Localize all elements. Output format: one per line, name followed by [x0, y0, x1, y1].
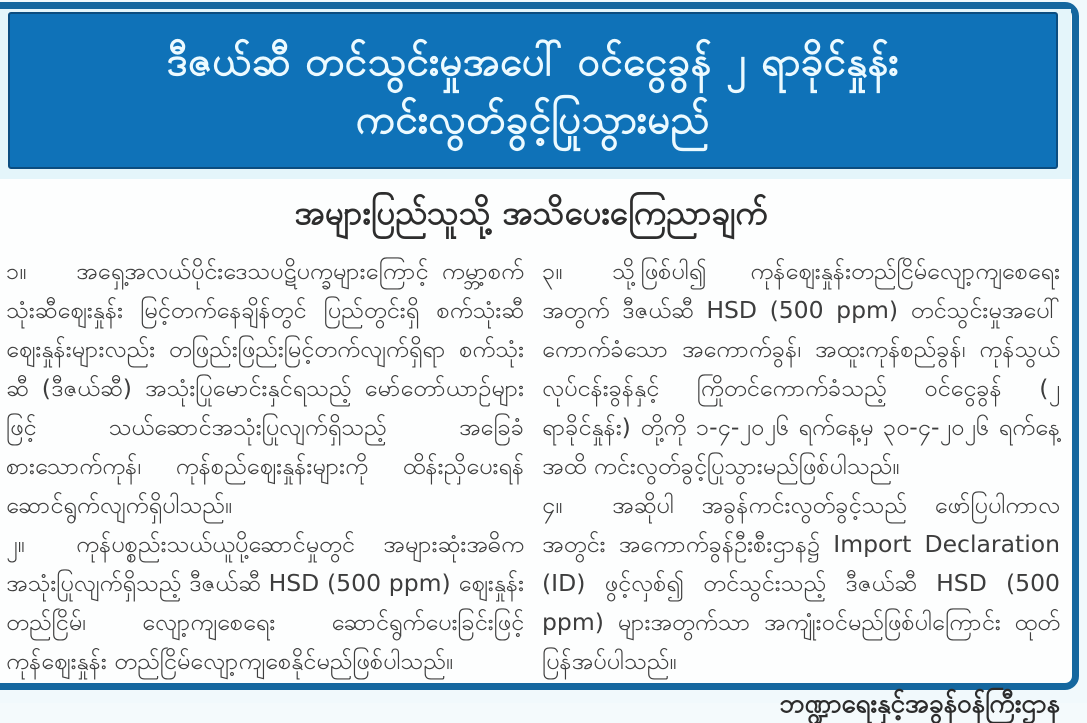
header-line-2: ကင်းလွတ်ခွင့်ပြုသွားမည် — [356, 96, 710, 143]
header-line-1: ဒီဇယ်ဆီ တင်သွင်းမှုအပေါ် ဝင်ငွေခွန် ၂ ရာခိုင်နှုန်း — [166, 38, 900, 85]
paragraph-2 — [6, 525, 524, 681]
paragraph-2-text: ကုန်ပစ္စည်းသယ်ယူပို့ဆောင်မှုတွင် အများဆုံးအဓိက အသုံးပြုလျက်ရှိသည့် ဒီဇယ်ဆီ HSD (500 ppm) ဈေးနှုန်း တည်ငြိမ်၊ လျော့ကျစေရေး ဆောင်ရွက်ပေးခြင်းဖြင့် ကုန်ဈေးနှုန်း တည်ငြိမ်လျော့ကျစေနိုင်မည်ဖြစ်ပါသည်။ — [6, 530, 524, 675]
paragraph-1-text: အရှေ့အလယ်ပိုင်းဒေသပဋိပက္ခများကြောင့် ကမ္ဘာ့စက်သုံးဆီဈေးနှုန်း မြင့်တက်နေချိန်တွင် ပြည်တွင်းရှိ စက်သုံးဆီဈေးနှုန်းများလည်း တဖြည်းဖြည်းမြင့်တက်လျက်ရှိရာ စက်သုံးဆီ (ဒီဇယ်ဆီ) အသုံးပြုမောင်းနှင်ရသည့် မော်တော်ယာဉ်များဖြင့် သယ်ဆောင်အသုံးပြုလျက်ရှိသည့် အခြေခံစားသောက်ကုန်၊ ကုန်စည်ဈေးနှုန်းများကို ထိန်းညှိပေးရန် ဆောင်ရွက်လျက်ရှိပါသည်။ — [6, 257, 524, 519]
paragraph-2-number: ၂။ — [6, 530, 25, 558]
paragraph-1-number: ၁။ — [6, 257, 27, 285]
announcement-title: အများပြည်သူသို့ အသိပေးကြေညာချက် — [294, 193, 768, 232]
body-columns — [6, 252, 1060, 723]
paragraph-3-text: သို့ဖြစ်ပါ၍ ကုန်ဈေးနှုန်းတည်ငြိမ်လျော့ကျစေရေး အတွက် ဒီဇယ်ဆီ HSD (500 ppm) တင်သွင်းမှုအပေါ် ကောက်ခံသော အကောက်ခွန်၊ အထူးကုန်စည်ခွန်၊ ကုန်သွယ်လုပ်ငန်းခွန်နှင့် ကြိုတင်ကောက်ခံသည့် ဝင်ငွေခွန် (၂ ရာခိုင်နှုန်း) တို့ကို ၁-၄-၂၀၂၆ ရက်နေ့မှ ၃၀-၄-၂၀၂၆ ရက်နေ့အထိ ကင်းလွတ်ခွင့်ပြုသွားမည်ဖြစ်ပါသည်။ — [542, 257, 1060, 480]
paragraph-3 — [542, 252, 1060, 486]
paragraph-1 — [6, 252, 524, 525]
paragraph-4-text: အဆိုပါ အခွန်ကင်းလွတ်ခွင့်သည် ဖော်ပြပါကာလအတွင်း အကောက်ခွန်ဦးစီးဌာန၌ Import Declaration (ID) ဖွင့်လှစ်၍ တင်သွင်းသည့် ဒီဇယ်ဆီ HSD (500 ppm) များအတွက်သာ အကျုံးဝင်မည်ဖြစ်ပါကြောင်း ထုတ်ပြန်အပ်ပါသည်။ — [542, 491, 1060, 675]
left-column — [6, 252, 524, 723]
paragraph-4-number: ၄။ — [542, 491, 563, 519]
paragraph-3-number: ၃။ — [542, 257, 563, 285]
issuing-ministry-signature: ဘဏ္ဍာရေးနှင့်အခွန်ဝန်ကြီးဌာန — [779, 689, 1060, 719]
paragraph-4 — [542, 486, 1060, 681]
header-banner — [8, 12, 1058, 169]
right-column — [542, 252, 1060, 723]
